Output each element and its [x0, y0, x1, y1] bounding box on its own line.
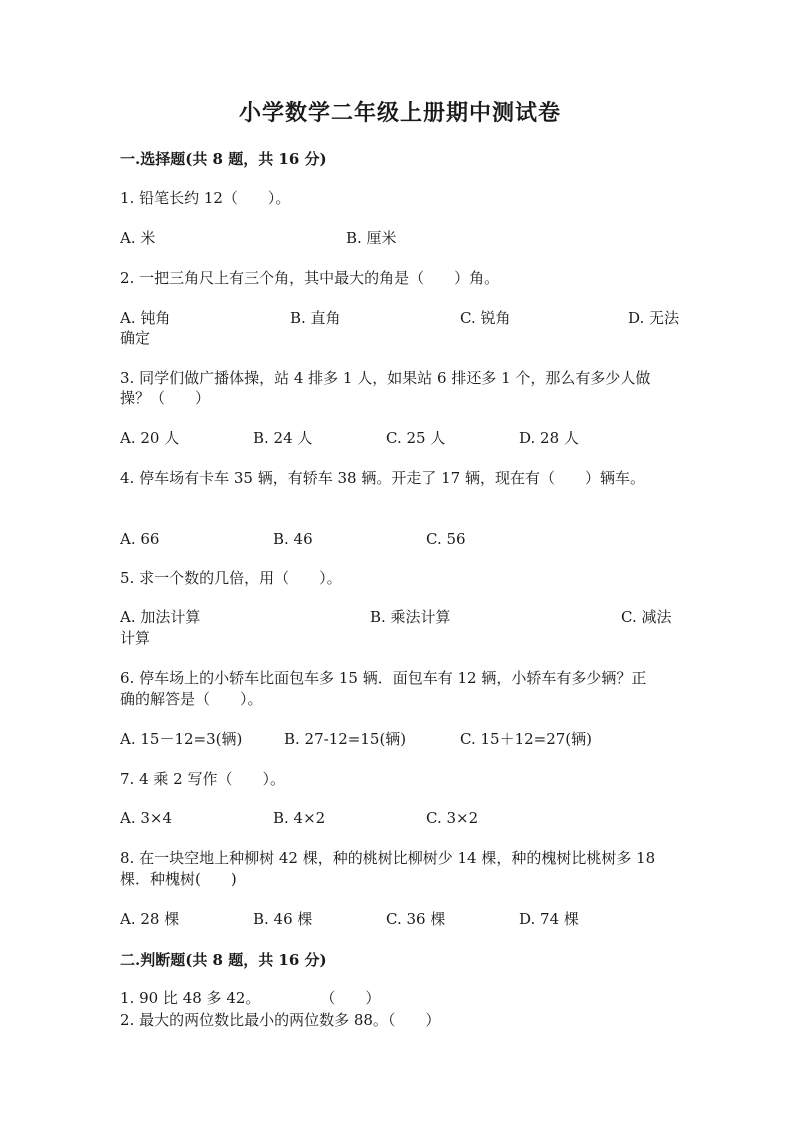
q3-option-c[interactable]: C. 25 人: [386, 429, 446, 447]
q8-option-b[interactable]: B. 46 棵: [253, 910, 313, 928]
q3-option-a[interactable]: A. 20 人: [120, 429, 180, 447]
q7-option-c[interactable]: C. 3×2: [426, 809, 479, 827]
judgement-item-1: 1. 90 比 48 多 42。 （ ）: [120, 989, 381, 1007]
q7-option-a[interactable]: A. 3×4: [120, 809, 173, 827]
q4-option-a[interactable]: A. 66: [120, 530, 160, 548]
q2-option-b[interactable]: B. 直角: [290, 309, 341, 327]
q4-option-b[interactable]: B. 46: [273, 530, 313, 548]
q2-option-c[interactable]: C. 锐角: [460, 309, 511, 327]
q2-option-d[interactable]: D. 无法: [628, 309, 680, 327]
q2-option-a[interactable]: A. 钝角: [120, 309, 171, 327]
q5-option-c[interactable]: C. 减法: [621, 608, 672, 626]
question-6-line-2: 确的解答是（ ）。: [120, 690, 263, 708]
question-4: 4. 停车场有卡车 35 辆，有轿车 38 辆。开走了 17 辆，现在有（ ）辆车。: [120, 469, 645, 487]
question-3-line-2: 操？（ ）: [120, 389, 211, 407]
q1-option-b[interactable]: B. 厘米: [346, 229, 397, 247]
question-1: 1. 铅笔长约 12（ ）。: [120, 189, 291, 207]
q5-option-a[interactable]: A. 加法计算: [120, 608, 201, 626]
q7-option-b[interactable]: B. 4×2: [273, 809, 326, 827]
question-8-line-2: 棵．种槐树( ): [120, 870, 237, 888]
q3-option-b[interactable]: B. 24 人: [253, 429, 313, 447]
section-heading-judgement: 二.判断题(共 8 题，共 16 分): [120, 951, 327, 969]
section-heading-choice: 一.选择题(共 8 题，共 16 分): [120, 150, 327, 168]
q8-option-d[interactable]: D. 74 棵: [519, 910, 579, 928]
q5-option-c-wrap: 计算: [120, 629, 151, 647]
judgement-item-2: 2. 最大的两位数比最小的两位数多 88。（ ）: [120, 1011, 441, 1029]
page-title: 小学数学二年级上册期中测试卷: [238, 100, 561, 126]
q3-option-d[interactable]: D. 28 人: [519, 429, 579, 447]
q2-option-d-wrap: 确定: [120, 329, 151, 347]
question-7: 7. 4 乘 2 写作（ ）。: [120, 770, 285, 788]
q6-option-b[interactable]: B. 27-12=15(辆): [284, 730, 407, 748]
q4-option-c[interactable]: C. 56: [426, 530, 466, 548]
q8-option-c[interactable]: C. 36 棵: [386, 910, 446, 928]
q6-option-a[interactable]: A. 15－12=3(辆): [120, 730, 243, 748]
question-8-line-1: 8. 在一块空地上种柳树 42 棵，种的桃树比柳树少 14 棵，种的槐树比桃树多 18: [120, 849, 656, 867]
question-6-line-1: 6. 停车场上的小轿车比面包车多 15 辆．面包车有 12 辆，小轿车有多少辆？正: [120, 669, 647, 687]
q1-option-a[interactable]: A. 米: [120, 229, 156, 247]
q6-option-c[interactable]: C. 15＋12=27(辆): [460, 730, 593, 748]
question-2: 2. 一把三角尺上有三个角，其中最大的角是（ ）角。: [120, 269, 500, 287]
q8-option-a[interactable]: A. 28 棵: [120, 910, 180, 928]
q5-option-b[interactable]: B. 乘法计算: [370, 608, 451, 626]
question-3-line-1: 3. 同学们做广播体操，站 4 排多 1 人，如果站 6 排还多 1 个，那么有多少人做: [120, 369, 651, 387]
question-5: 5. 求一个数的几倍，用（ ）。: [120, 569, 342, 587]
